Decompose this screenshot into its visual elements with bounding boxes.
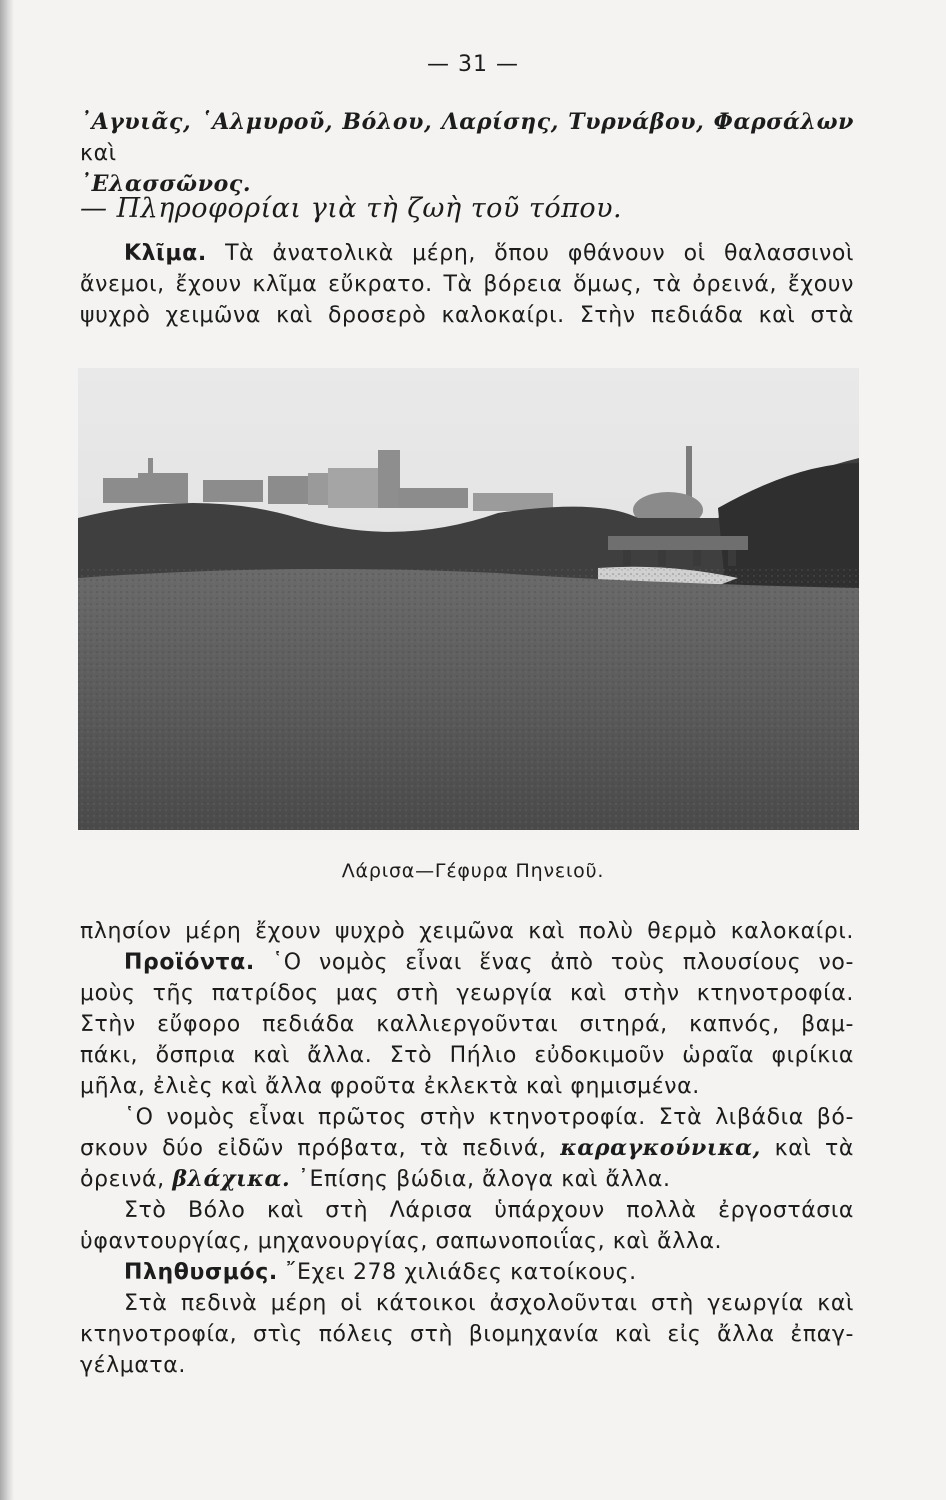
livestock-mid: καὶ τὰ bbox=[774, 1136, 855, 1161]
population-text: ῎Εχει 278 χιλιάδες κατοίκους. bbox=[285, 1260, 637, 1285]
section-heading-block bbox=[80, 193, 854, 224]
photo-image bbox=[78, 368, 859, 830]
lower-block bbox=[80, 916, 854, 1381]
products-line-2: μοὺς τῆς πατρίδος μας στὴ γεωργία καὶ στὴν κτηνοτροφία. bbox=[80, 981, 854, 1006]
climate-label: Κλῖμα. bbox=[124, 241, 207, 266]
page-gutter-shadow bbox=[0, 0, 14, 1500]
climate-line-1 bbox=[80, 238, 854, 269]
livestock-start: ὀρεινά, bbox=[80, 1167, 165, 1192]
section-heading: — Πληροφορίαι γιὰ τὴ ζωὴ τοῦ τόπου. bbox=[80, 193, 623, 224]
climate-block bbox=[80, 238, 854, 331]
intro-places: ᾿Αγυιᾶς, ῾Αλμυροῦ, Βόλου, Λαρίσης, Τυρνάβου, Φαρσάλων bbox=[80, 109, 854, 135]
page-number: — 31 — bbox=[427, 52, 519, 77]
livestock-end: ᾿Επίσης βώδια, ἄλογα καὶ ἄλλα. bbox=[297, 1167, 671, 1192]
intro-line-1 bbox=[80, 107, 854, 169]
climate-line-3: ψυχρὸ χειμῶνα καὶ δροσερὸ καλοκαίρι. Στὴν πεδιάδα καὶ στὰ bbox=[80, 303, 854, 328]
climate-text-1: Τὰ ἀνατολικὰ μέρη, ὅπου φθάνουν οἱ θαλασσινοὶ bbox=[225, 241, 854, 266]
intro-and: καὶ bbox=[80, 141, 117, 166]
industry-line-1: Στὸ Βόλο καὶ στὴ Λάρισα ὑπάρχουν πολλὰ ἐργοστάσια bbox=[124, 1198, 854, 1223]
population-line-2: Στὰ πεδινὰ μέρη οἱ κάτοικοι ἀσχολοῦνται στὴ γεωργία καὶ bbox=[124, 1291, 854, 1316]
climate-line-2: ἄνεμοι, ἔχουν κλῖμα εὔκρατο. Τὰ βόρεια ὅμως, τὰ ὀρεινά, ἔχουν bbox=[80, 272, 854, 297]
karagouniko-term: καραγκούνικα, bbox=[560, 1135, 761, 1161]
industry-line-2: ὑφαντουργίας, μηχανουργίας, σαπωνοποιΐας, καὶ ἄλλα. bbox=[80, 1229, 723, 1254]
products-line-1 bbox=[80, 947, 854, 978]
population-label: Πληθυσμός. bbox=[124, 1260, 278, 1285]
livestock-line-3 bbox=[80, 1164, 854, 1195]
population-line-3: κτηνοτροφία, στὶς πόλεις στὴ βιομηχανία καὶ εἰς ἄλλα ἐπαγ- bbox=[80, 1322, 854, 1347]
products-line-5: μῆλα, ἐλιὲς καὶ ἄλλα φροῦτα ἐκλεκτὰ καὶ φημισμένα. bbox=[80, 1074, 700, 1099]
photo-larissa-bridge bbox=[78, 368, 859, 830]
population-line-1 bbox=[80, 1257, 854, 1288]
population-line-4: γέλματα. bbox=[80, 1353, 186, 1378]
vlachika-term: βλάχικα. bbox=[172, 1166, 291, 1192]
photo-caption: Λάρισα—Γέφυρα Πηνειοῦ. bbox=[341, 860, 605, 882]
intro-elassona: ᾿Ελασσῶνος. bbox=[80, 171, 252, 197]
products-text-1: ῾Ο νομὸς εἶναι ἕνας ἀπὸ τοὺς πλουσίους νο- bbox=[272, 950, 855, 975]
products-label: Προϊόντα. bbox=[124, 950, 255, 975]
livestock-line-2 bbox=[80, 1133, 854, 1164]
livestock-text-2: σκουν δύο εἰδῶν πρόβατα, τὰ πεδινά, bbox=[80, 1136, 547, 1161]
products-line-3: Στὴν εὔφορο πεδιάδα καλλιεργοῦνται σιτηρά, καπνός, βαμ- bbox=[80, 1012, 854, 1037]
intro-block bbox=[80, 107, 854, 200]
livestock-line-1: ῾Ο νομὸς εἶναι πρῶτος στὴν κτηνοτροφία. Στὰ λιβάδια βό- bbox=[124, 1105, 854, 1130]
climate-continuation: πλησίον μέρη ἔχουν ψυχρὸ χειμῶνα καὶ πολὺ θερμὸ καλοκαίρι. bbox=[80, 919, 854, 944]
products-line-4: πάκι, ὄσπρια καὶ ἄλλα. Στὸ Πήλιο εὐδοκιμοῦν ὡραῖα φιρίκια bbox=[80, 1043, 854, 1068]
